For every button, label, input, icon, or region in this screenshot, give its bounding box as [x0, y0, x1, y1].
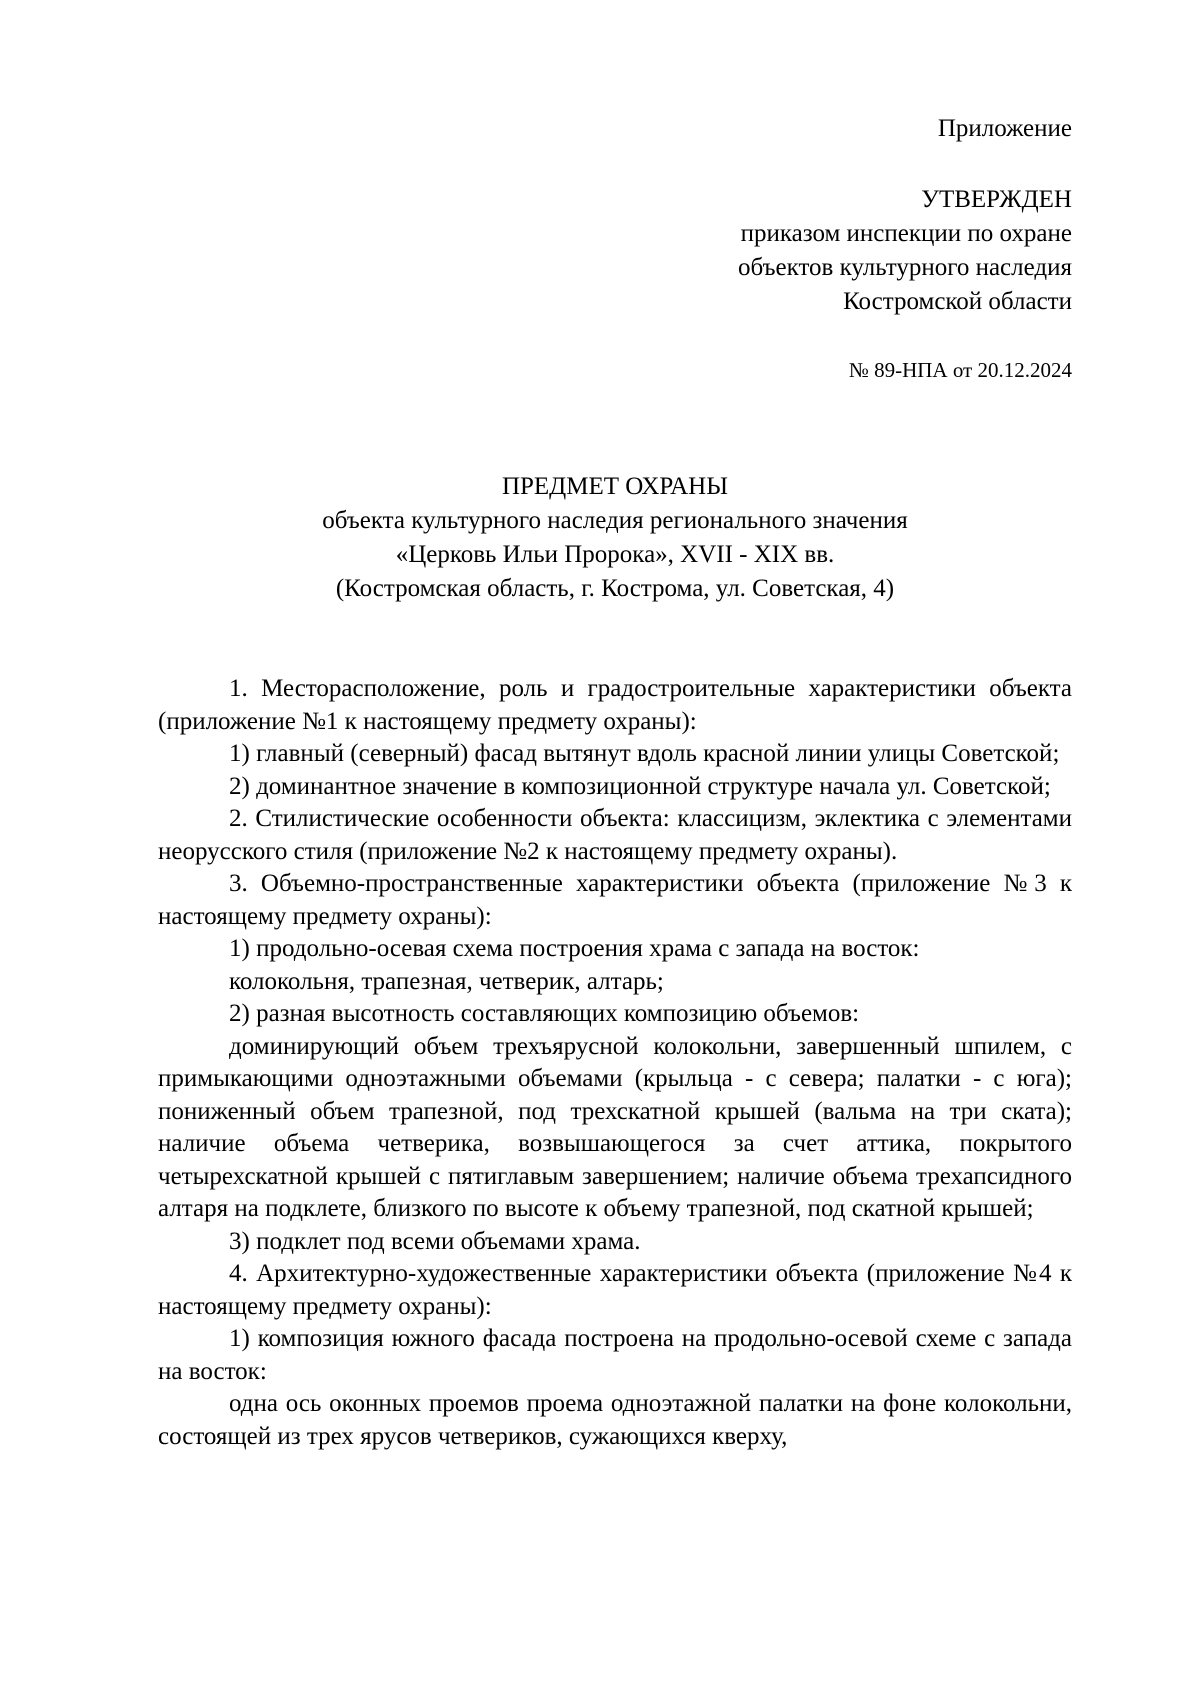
document-title: ПРЕДМЕТ ОХРАНЫ	[501, 473, 729, 500]
approved-by-line-3: Костромской области	[843, 288, 1072, 315]
paragraph-item: 1) продольно-осевая схема построения храма с запада на восток:	[229, 935, 920, 962]
paragraph-section-1: 1. Месторасположение, роль и градостроительные характеристики объекта (приложение №1 к настоящему предмету охраны):	[158, 675, 1072, 735]
document-title-block	[158, 470, 1072, 606]
paragraph-item: одна ось оконных проемов проема одноэтажной палатки на фоне колокольни, состоящей из трех ярусов четвериков, сужающихся кверху,	[158, 1390, 1072, 1450]
title-subline-2: «Церковь Ильи Пророка», XVII - XIX вв.	[395, 541, 835, 568]
approval-header	[738, 112, 1072, 387]
paragraph-item: 1) композиция южного фасада построена на продольно-осевой схеме с запада на восток:	[158, 1325, 1072, 1385]
paragraph-section-3: 3. Объемно-пространственные характеристики объекта (приложение №3 к настоящему предмету охраны):	[158, 870, 1072, 930]
appendix-label: Приложение	[937, 115, 1072, 142]
approved-by-line-2: объектов культурного наследия	[738, 254, 1072, 281]
paragraph-item: 2) разная высотность составляющих композицию объемов:	[229, 1000, 860, 1027]
approved-label: УТВЕРЖДЕН	[921, 186, 1072, 213]
paragraph-item: колокольня, трапезная, четверик, алтарь;	[229, 967, 664, 995]
paragraph-item: доминирующий объем трехъярусной колокольни, завершенный шпилем, с примыкающими одноэтажными объемами (крыльца - с севера; палатки - с юга); пониженный объем трапезной, под трехскатной крышей (вальма на три ската); наличие объема четверика, возвышающегося за счет аттика, покрытого четырехскатной крышей с пятиглавым завершением; наличие объема трехапсидного алтаря на подклете, близкого по высоте к объему трапезной, под скатной крышей;	[158, 1032, 1072, 1222]
paragraph-section-4: 4. Архитектурно-художественные характеристики объекта (приложение №4 к настоящему предмету охраны):	[158, 1260, 1072, 1320]
document-body	[158, 673, 1072, 1453]
paragraph-item: 3) подклет под всеми объемами храма.	[229, 1227, 641, 1255]
paragraph-item: 1) главный (северный) фасад вытянут вдоль красной линии улицы Советской;	[229, 740, 1060, 767]
order-number: № 89-НПА от 20.12.2024	[848, 358, 1072, 382]
title-subline-3: (Костромская область, г. Кострома, ул. Советская, 4)	[335, 575, 895, 602]
paragraph-section-2: 2. Стилистические особенности объекта: классицизм, эклектика с элементами неорусского стиля (приложение №2 к настоящему предмету охраны).	[158, 805, 1072, 865]
approved-by-line-1: приказом инспекции по охране	[740, 220, 1072, 247]
title-subline-1: объекта культурного наследия регионального значения	[322, 507, 908, 534]
paragraph-item: 2) доминантное значение в композиционной структуре начала ул. Советской;	[229, 772, 1051, 800]
